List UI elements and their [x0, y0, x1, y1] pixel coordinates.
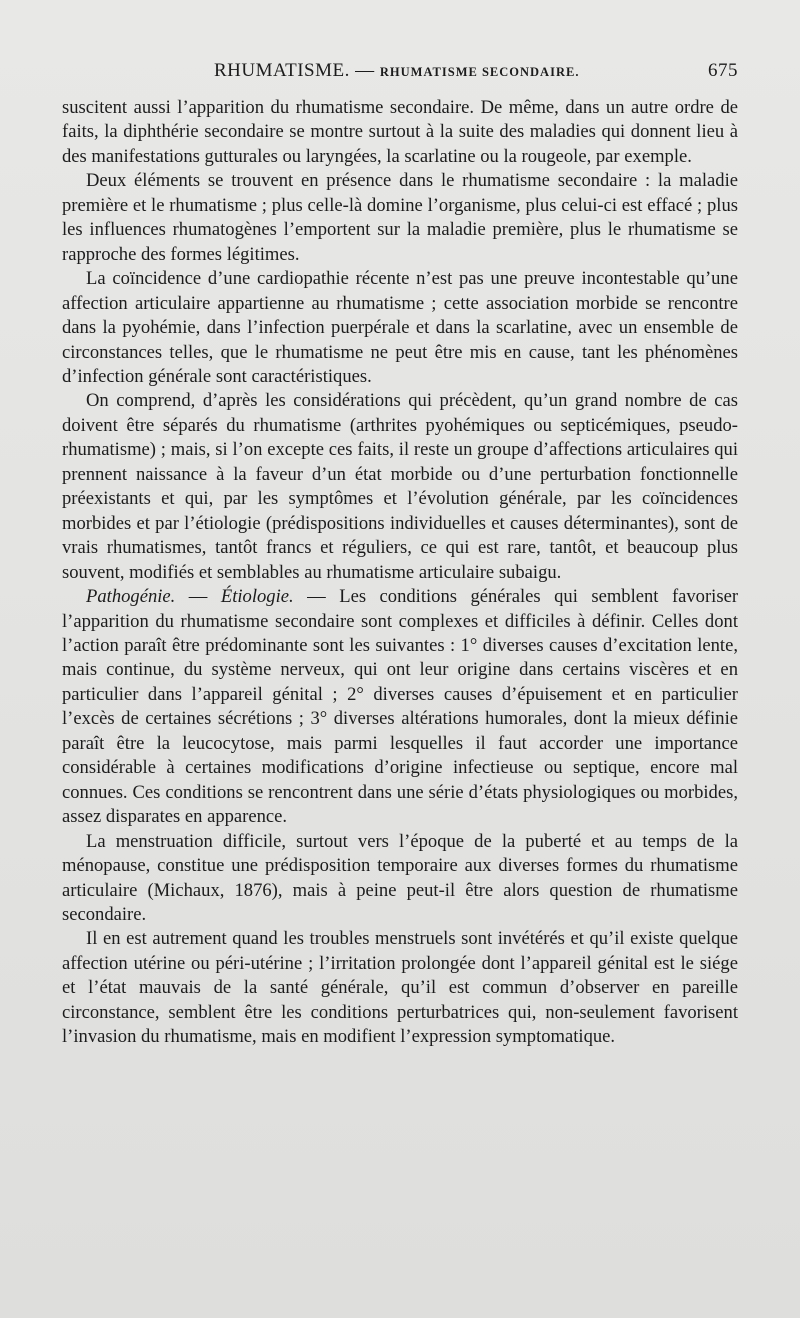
heading-separator: — [175, 586, 221, 608]
paragraph: On comprend, d’après les considérations qui précèdent, qu’un grand nombre de cas doivent être séparés du rhumatisme (arthrites pyohémiques ou septicémiques, pseudo-rhumatisme) ; mais, si l’on excepte ces faits, il reste un groupe d’affections articulaires qui prennent naissance à la faveur d’un état morbide ou d’une perturbation fonctionnelle préexistants et qui, par les symptômes et l’évolution générale, par les coïncidences morbides et par l’étiologie (prédispositions individuelles et causes déterminantes), sont de vrais rhumatismes, tantôt francs et réguliers, ce qui est rare, tantôt, et beaucoup plus souvent, modifiés et semblables au rhumatisme articulaire subaigu. [62, 390, 738, 583]
page-number: 675 [708, 60, 738, 81]
running-head-main: RHUMATISME. [214, 60, 350, 81]
paragraph: La coïncidence d’une cardiopathie récente n’est pas une preuve incontestable qu’une affection articulaire appartienne au rhumatisme ; cette association morbide se rencontre dans la pyohémie, dans l’infection puerpérale et dans la scarlatine, avec un ensemble de circonstances telles, que le rhumatisme ne peut être mis en cause, tant les phénomènes d’infection générale sont caractéristiques. [62, 268, 738, 387]
paragraph-text: Les conditions générales qui semblent favoriser l’apparition du rhumatisme secondaire sont complexes et difficiles à définir. Celles dont l’action paraît être prédominante sont les suivantes : 1° diverses causes d’excitation lente, mais continue, du système nerveux, qui ont leur origine dans certains viscères et en particulier dans l’appareil génital ; 2° diverses causes d’épuisement et en particulier l’excès de certaines sécrétions ; 3° diverses altérations humorales, dont la mieux définie paraît être la leucocytose, mais parmi lesquelles il faut accorder une importance considérable à certaines modifications d’origine infectieuse ou septique, encore mal connues. Ces conditions se rencontrent dans une série d’états physiologiques ou morbides, assez disparates en apparence. [62, 586, 739, 828]
running-head [62, 60, 738, 88]
running-head-title [214, 60, 579, 82]
paragraph: Il en est autrement quand les troubles menstruels sont invétérés et qu’il existe quelque affection utérine ou péri-utérine ; l’irritation prolongée dont l’appareil génital est le siége et l’état mauvais de la santé générale, qu’il est commun d’observer en pareille circonstance, semblent être les conditions perturbatrices qui, non-seulement favorisent l’invasion du rhumatisme, mais en modifient l’expression symptomatique. [62, 928, 738, 1048]
section-paragraph-pathogenie [62, 585, 738, 830]
section-heading-pathogenie: Pathogénie. [86, 586, 176, 608]
section-heading-etiologie: Étiologie. [220, 586, 294, 608]
paragraph: suscitent aussi l’apparition du rhumatisme secondaire. De même, dans un autre ordre de faits, la diphthérie secondaire se montre surtout à la suite des maladies qui donnent lieu à des manifestations gutturales ou laryngées, la scarlatine ou la rougeole, par exemple. [62, 97, 738, 167]
heading-separator: — [293, 586, 340, 608]
paragraph: La menstruation difficile, surtout vers l’époque de la puberté et au temps de la ménopause, constitue une prédisposition temporaire aux diverses formes du rhumatisme articulaire (Michaux, 1876), mais à peine peut-il être alors question de rhumatisme secondaire. [62, 830, 738, 925]
body-text [62, 96, 738, 1050]
running-head-sub: RHUMATISME SECONDAIRE. [379, 65, 580, 79]
paragraph: Deux éléments se trouvent en présence dans le rhumatisme secondaire : la maladie première et le rhumatisme ; plus celle-là domine l’organisme, plus celui-ci est effacé ; plus les influences rhumatogènes l’emportent sur la maladie première, plus le rhumatisme se rapproche des formes légitimes. [62, 170, 738, 265]
running-head-dash: — [355, 60, 375, 81]
